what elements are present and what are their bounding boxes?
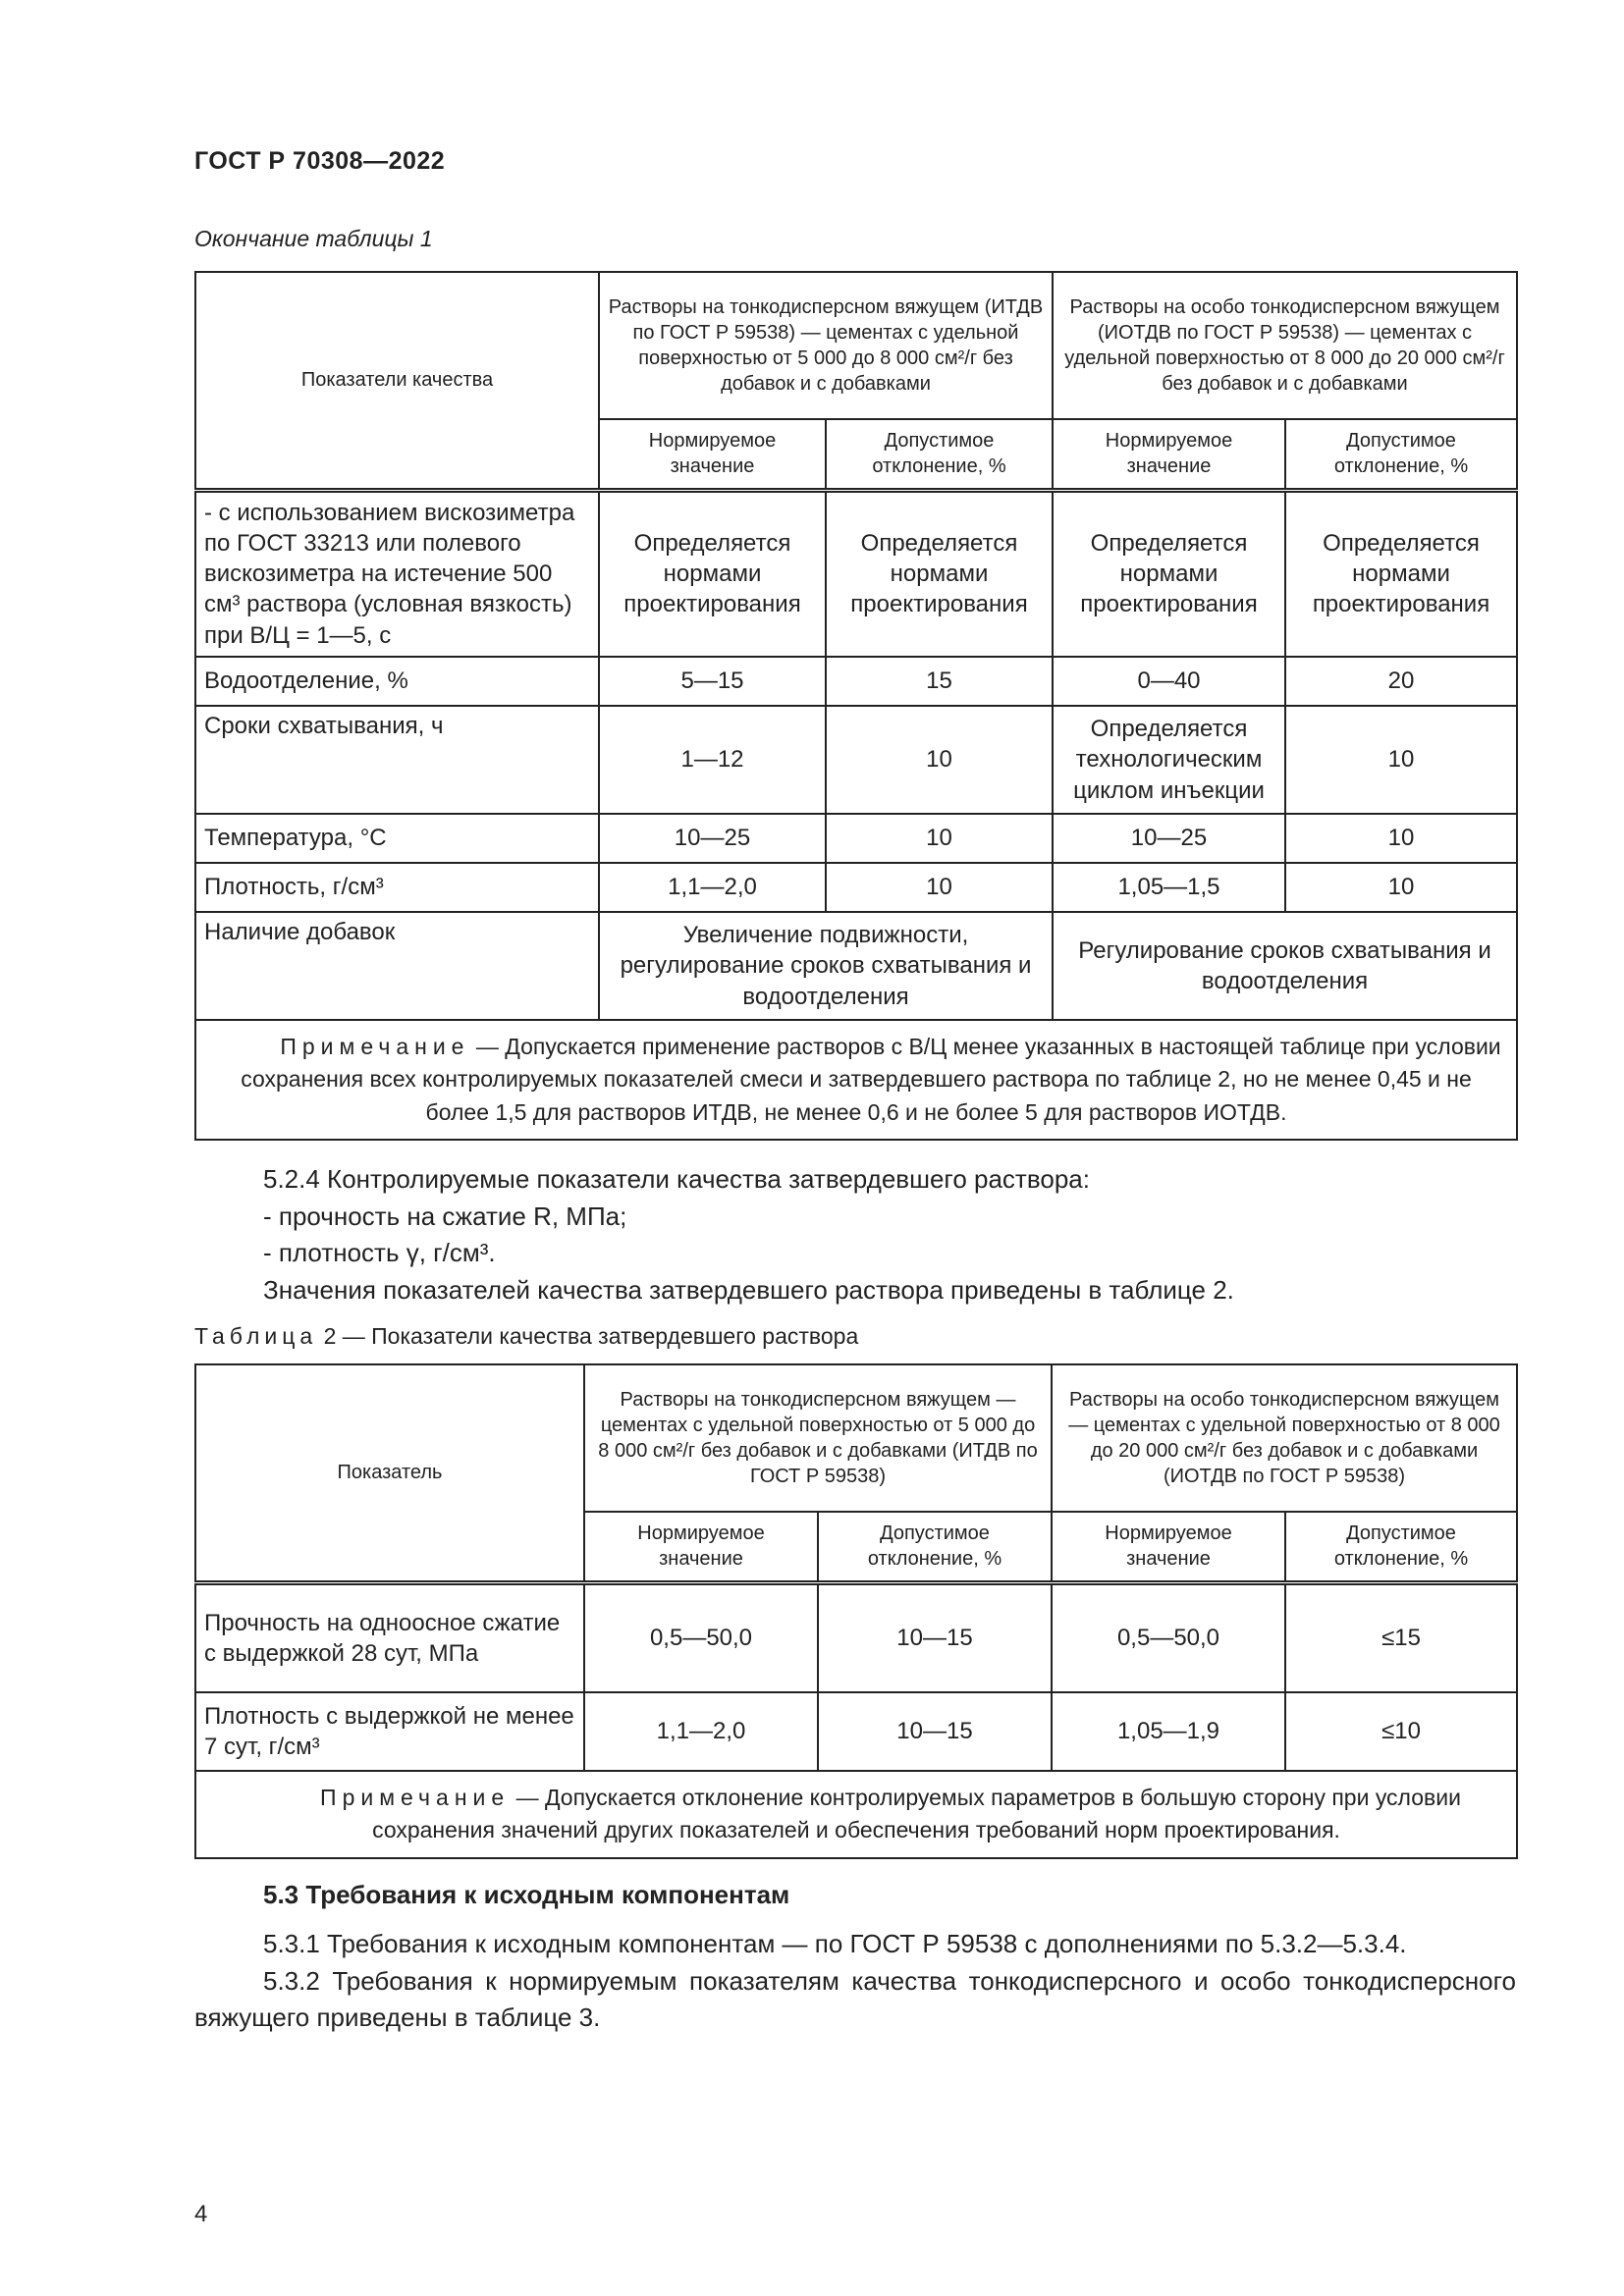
cell-value: 20 <box>1285 657 1517 706</box>
cell-value: 10 <box>1285 863 1517 912</box>
document-id: ГОСТ Р 70308—2022 <box>194 147 446 175</box>
table-row <box>195 814 1517 863</box>
header-norm-value: Нормируемое значение <box>1053 419 1285 490</box>
cell-value: 10—15 <box>818 1692 1052 1771</box>
cell-value: 1,05—1,9 <box>1052 1692 1285 1771</box>
cell-value: Определяется нормами проектирования <box>1053 490 1285 657</box>
cell-value: 0—40 <box>1053 657 1285 706</box>
paragraph-5-2-4 <box>194 1161 1516 1309</box>
table-row <box>195 863 1517 912</box>
text-line: - плотность γ, г/см³. <box>263 1238 496 1268</box>
table-row <box>195 1692 1517 1771</box>
text-line: 5.3.1 Требования к исходным компонентам — по ГОСТ Р 59538 с дополнениями по 5.3.2—5.3.4. <box>263 1929 1407 1958</box>
row-label: Температура, °С <box>195 814 599 863</box>
note-text: — Допускается отклонение контролируемых параметров в большую сторону при условии сохранения значений других показателей и обеспечения требований норм проектирования. <box>372 1785 1461 1843</box>
cell-additives-iotdv: Регулирование сроков схватывания и водоотделения <box>1053 912 1517 1020</box>
cell-value: 10—25 <box>1053 814 1285 863</box>
header-itdv-group: Растворы на тонкодисперсном вяжущем (ИТДВ по ГОСТ Р 59538) — цементах с удельной поверхностью от 5 000 до 8 000 см²/г без добавок и с добавками <box>599 272 1053 419</box>
table1-note <box>195 1020 1517 1140</box>
header-deviation: Допустимое отклонение, % <box>1285 1512 1517 1582</box>
row-label: Плотность, г/см³ <box>195 863 599 912</box>
text-line: 5.2.4 Контролируемые показатели качества затвердевшего раствора: <box>263 1164 1090 1194</box>
table-row <box>195 706 1517 814</box>
table-note-row <box>195 1771 1517 1858</box>
row-label: Плотность с выдержкой не менее 7 сут, г/см³ <box>195 1692 584 1771</box>
caption-label: Таблица <box>194 1323 318 1349</box>
cell-value: 10 <box>826 706 1053 814</box>
table-2 <box>194 1363 1518 1859</box>
header-quality-indicators: Показатели качества <box>195 272 599 490</box>
cell-value: Определяется технологическим циклом инъекции <box>1053 706 1285 814</box>
table-row <box>195 1582 1517 1692</box>
cell-value: 1,1—2,0 <box>599 863 826 912</box>
table-row <box>195 657 1517 706</box>
note-text: — Допускается применение растворов с В/Ц менее указанных в настоящей таблице при условии сохранения всех контролируемых показателей смеси и затвердевшего раствора по таблице 2, но не менее 0,45 и не более 1,5 для растворов ИТДВ, не менее 0,6 и не более 5 для растворов ИОТДВ. <box>241 1034 1501 1125</box>
cell-value: 0,5—50,0 <box>584 1582 818 1692</box>
cell-value: 10 <box>826 863 1053 912</box>
cell-value: Определяется нормами проектирования <box>599 490 826 657</box>
header-norm-value: Нормируемое значение <box>584 1512 818 1582</box>
header-norm-value: Нормируемое значение <box>1052 1512 1285 1582</box>
page-number: 4 <box>194 2201 208 2227</box>
cell-value: Определяется нормами проектирования <box>1285 490 1517 657</box>
row-label: Наличие добавок <box>195 912 599 1020</box>
table1-caption: Окончание таблицы 1 <box>194 226 433 251</box>
cell-value: 1—12 <box>599 706 826 814</box>
text-paragraph: 5.3.2 Требования к нормируемым показателям качества тонкодисперсного и особо тонкодисперсного вяжущего приведены в таблице 3. <box>194 1965 1516 2033</box>
cell-value: Определяется нормами проектирования <box>826 490 1053 657</box>
cell-value: 10 <box>1285 814 1517 863</box>
note-label: Примечание <box>280 1034 470 1059</box>
cell-value: 10 <box>1285 706 1517 814</box>
header-deviation: Допустимое отклонение, % <box>1285 419 1517 490</box>
table-row <box>195 912 1517 1020</box>
row-label: - с использованием вискозиметра по ГОСТ 33213 или полевого вискозиметра на истечение 500 см³ раствора (условная вязкость) при В/Ц = 1—5, с <box>195 490 599 657</box>
header-deviation: Допустимое отклонение, % <box>826 419 1053 490</box>
cell-value: 10—25 <box>599 814 826 863</box>
cell-value: ≤15 <box>1285 1582 1517 1692</box>
row-label: Водоотделение, % <box>195 657 599 706</box>
section-heading: 5.3 Требования к исходным компонентам <box>263 1880 790 1909</box>
text-line: - прочность на сжатие R, МПа; <box>263 1201 627 1231</box>
header-itdv-group: Растворы на тонкодисперсном вяжущем — цементах с удельной поверхностью от 5 000 до 8 000 см²/г без добавок и с добавками (ИТДВ по ГОСТ Р 59538) <box>584 1364 1052 1512</box>
header-iotdv-group: Растворы на особо тонкодисперсном вяжущем (ИОТДВ по ГОСТ Р 59538) — цементах с удельной поверхностью от 8 000 до 20 000 см²/г без добавок и с добавками <box>1053 272 1517 419</box>
table2-caption <box>194 1323 858 1350</box>
table-1 <box>194 271 1518 1141</box>
header-indicator: Показатель <box>195 1364 584 1582</box>
header-norm-value: Нормируемое значение <box>599 419 826 490</box>
cell-additives-itdv: Увеличение подвижности, регулирование сроков схватывания и водоотделения <box>599 912 1053 1020</box>
cell-value: 10 <box>826 814 1053 863</box>
section-5-3-body <box>194 1926 1516 2037</box>
row-label: Сроки схватывания, ч <box>195 706 599 814</box>
table2-note <box>195 1771 1517 1858</box>
table-row <box>195 490 1517 657</box>
row-label: Прочность на одноосное сжатие с выдержкой 28 сут, МПа <box>195 1582 584 1692</box>
header-iotdv-group: Растворы на особо тонкодисперсном вяжущем — цементах с удельной поверхностью от 8 000 до 20 000 см²/г без добавок и с добавками (ИОТДВ по ГОСТ Р 59538) <box>1052 1364 1517 1512</box>
cell-value: 1,05—1,5 <box>1053 863 1285 912</box>
text-line: Значения показателей качества затвердевшего раствора приведены в таблице 2. <box>263 1275 1234 1306</box>
caption-text: 2 — Показатели качества затвердевшего раствора <box>323 1323 859 1349</box>
header-deviation: Допустимое отклонение, % <box>818 1512 1052 1582</box>
table-note-row <box>195 1020 1517 1140</box>
cell-value: 1,1—2,0 <box>584 1692 818 1771</box>
cell-value: 0,5—50,0 <box>1052 1582 1285 1692</box>
cell-value: 10—15 <box>818 1582 1052 1692</box>
note-label: Примечание <box>320 1785 511 1810</box>
cell-value: 5—15 <box>599 657 826 706</box>
cell-value: 15 <box>826 657 1053 706</box>
cell-value: ≤10 <box>1285 1692 1517 1771</box>
